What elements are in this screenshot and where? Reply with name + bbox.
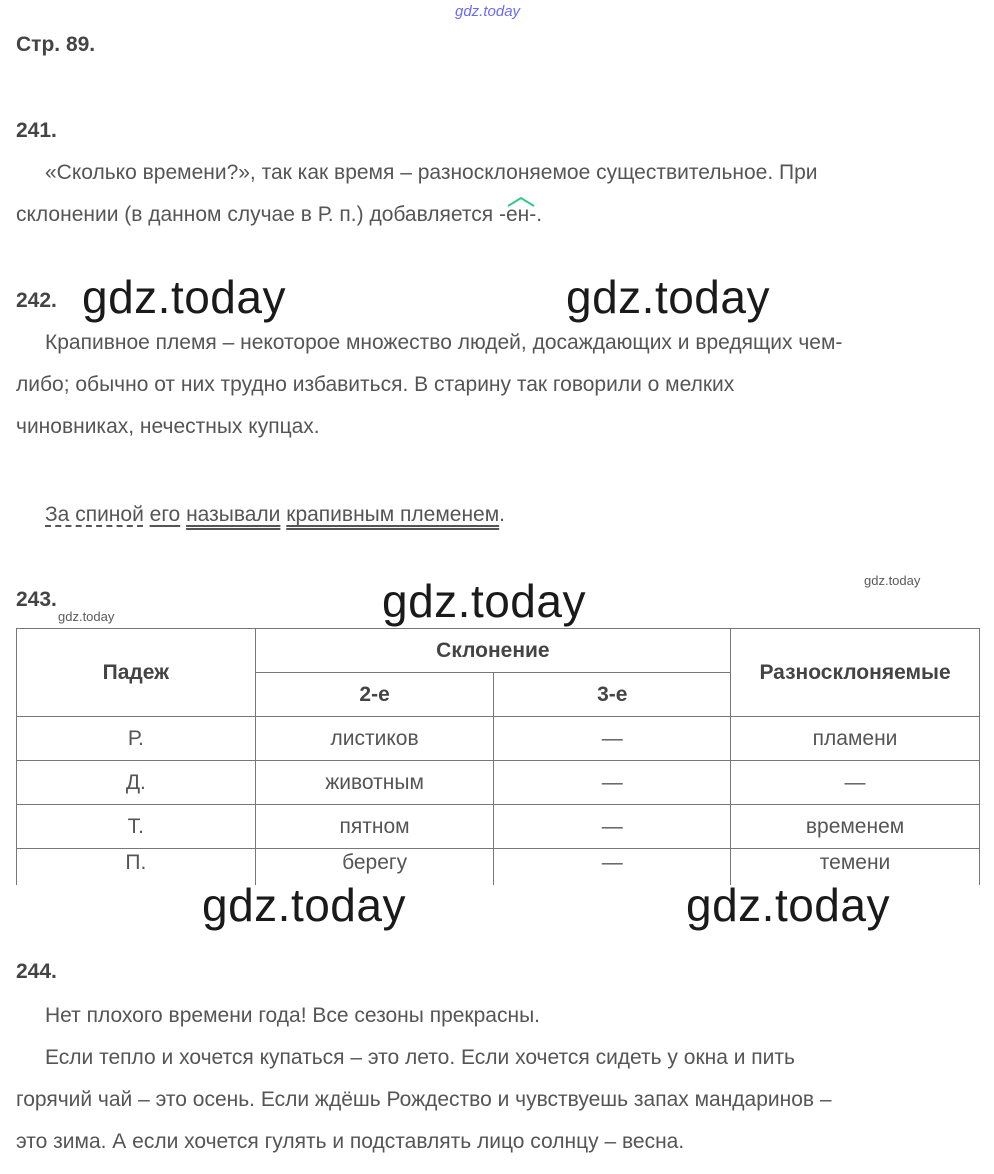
exercise-242-text <box>16 322 979 448</box>
text-line: чиновниках, нечестных купцах. <box>16 415 320 438</box>
suffix-text: ен <box>505 203 530 226</box>
table-row <box>17 717 980 761</box>
watermark-large: gdz.today <box>82 271 286 323</box>
exercise-242-sentence <box>45 494 505 536</box>
text-line: либо; обычно от них трудно избавиться. В старину так говорили о мелких <box>16 373 735 396</box>
text-line: Если тепло и хочется купаться – это лето. Если хочется сидеть у окна и пить <box>45 1046 795 1069</box>
table-cell: — <box>494 849 731 886</box>
text-fragment: -. <box>529 203 543 226</box>
table-cell: — <box>494 805 731 849</box>
header-second: 2-е <box>255 673 494 717</box>
table-cell: темени <box>731 849 980 886</box>
watermark-large: gdz.today <box>566 271 770 323</box>
table-cell: берегу <box>255 849 494 886</box>
sentence-adverbial: За спиной <box>45 503 144 526</box>
watermark-large: gdz.today <box>202 879 406 931</box>
header-irregular: Разносклоняемые <box>731 629 980 717</box>
watermark-large: gdz.today <box>686 879 890 931</box>
text-line: горячий чай – это осень. Если ждёшь Рождество и чувствуешь запах мандаринов – <box>16 1088 832 1111</box>
table-cell: временем <box>731 805 980 849</box>
table-cell: Р. <box>17 717 256 761</box>
exercise-number: 243. <box>16 588 57 611</box>
table-cell: листиков <box>255 717 494 761</box>
watermark-small: gdz.today <box>864 573 921 588</box>
table-cell: животным <box>255 761 494 805</box>
suffix-arc-icon <box>506 196 536 208</box>
table-cell: Т. <box>17 805 256 849</box>
watermark-top: gdz.today <box>455 3 521 20</box>
sentence-object: его <box>149 503 181 526</box>
exercise-241-line2 <box>16 194 979 236</box>
suffix-mark <box>506 194 529 236</box>
exercise-number: 244. <box>16 960 57 983</box>
table-cell: Д. <box>17 761 256 805</box>
exercise-244-text <box>16 1037 979 1163</box>
header-third: 3-е <box>494 673 731 717</box>
exercise-number: 241. <box>16 119 57 142</box>
sentence-predicate: называли <box>186 503 281 526</box>
watermark-large: gdz.today <box>382 575 586 627</box>
table-row <box>17 761 980 805</box>
text-fragment: склонении (в данном случае в Р. п.) добавляется - <box>16 203 506 226</box>
table-cell: П. <box>17 849 256 886</box>
exercise-number: 242. <box>16 289 57 312</box>
header-case: Падеж <box>17 629 256 717</box>
exercise-241-text <box>16 152 979 194</box>
watermark-small: gdz.today <box>58 609 115 624</box>
table-cell: пламени <box>731 717 980 761</box>
header-declension: Склонение <box>255 629 730 673</box>
text-line: «Сколько времени?», так как время – разносклоняемое существительное. При <box>45 161 818 184</box>
page-title: Стр. 89. <box>16 33 96 56</box>
sentence-predicate-part: крапивным племенем <box>286 503 500 526</box>
table-row <box>17 849 980 886</box>
table-cell: — <box>494 717 731 761</box>
table-cell: пятном <box>255 805 494 849</box>
text-line: Крапивное племя – некоторое множество людей, досаждающих и вредящих чем- <box>45 331 843 354</box>
table-cell: — <box>731 761 980 805</box>
table-row <box>17 805 980 849</box>
sentence-end: . <box>499 503 506 526</box>
exercise-244-line1: Нет плохого времени года! Все сезоны прекрасны. <box>45 1004 541 1027</box>
declension-table <box>16 628 980 885</box>
text-line: это зима. А если хочется гулять и подставлять лицо солнцу – весна. <box>16 1130 685 1153</box>
table-cell: — <box>494 761 731 805</box>
